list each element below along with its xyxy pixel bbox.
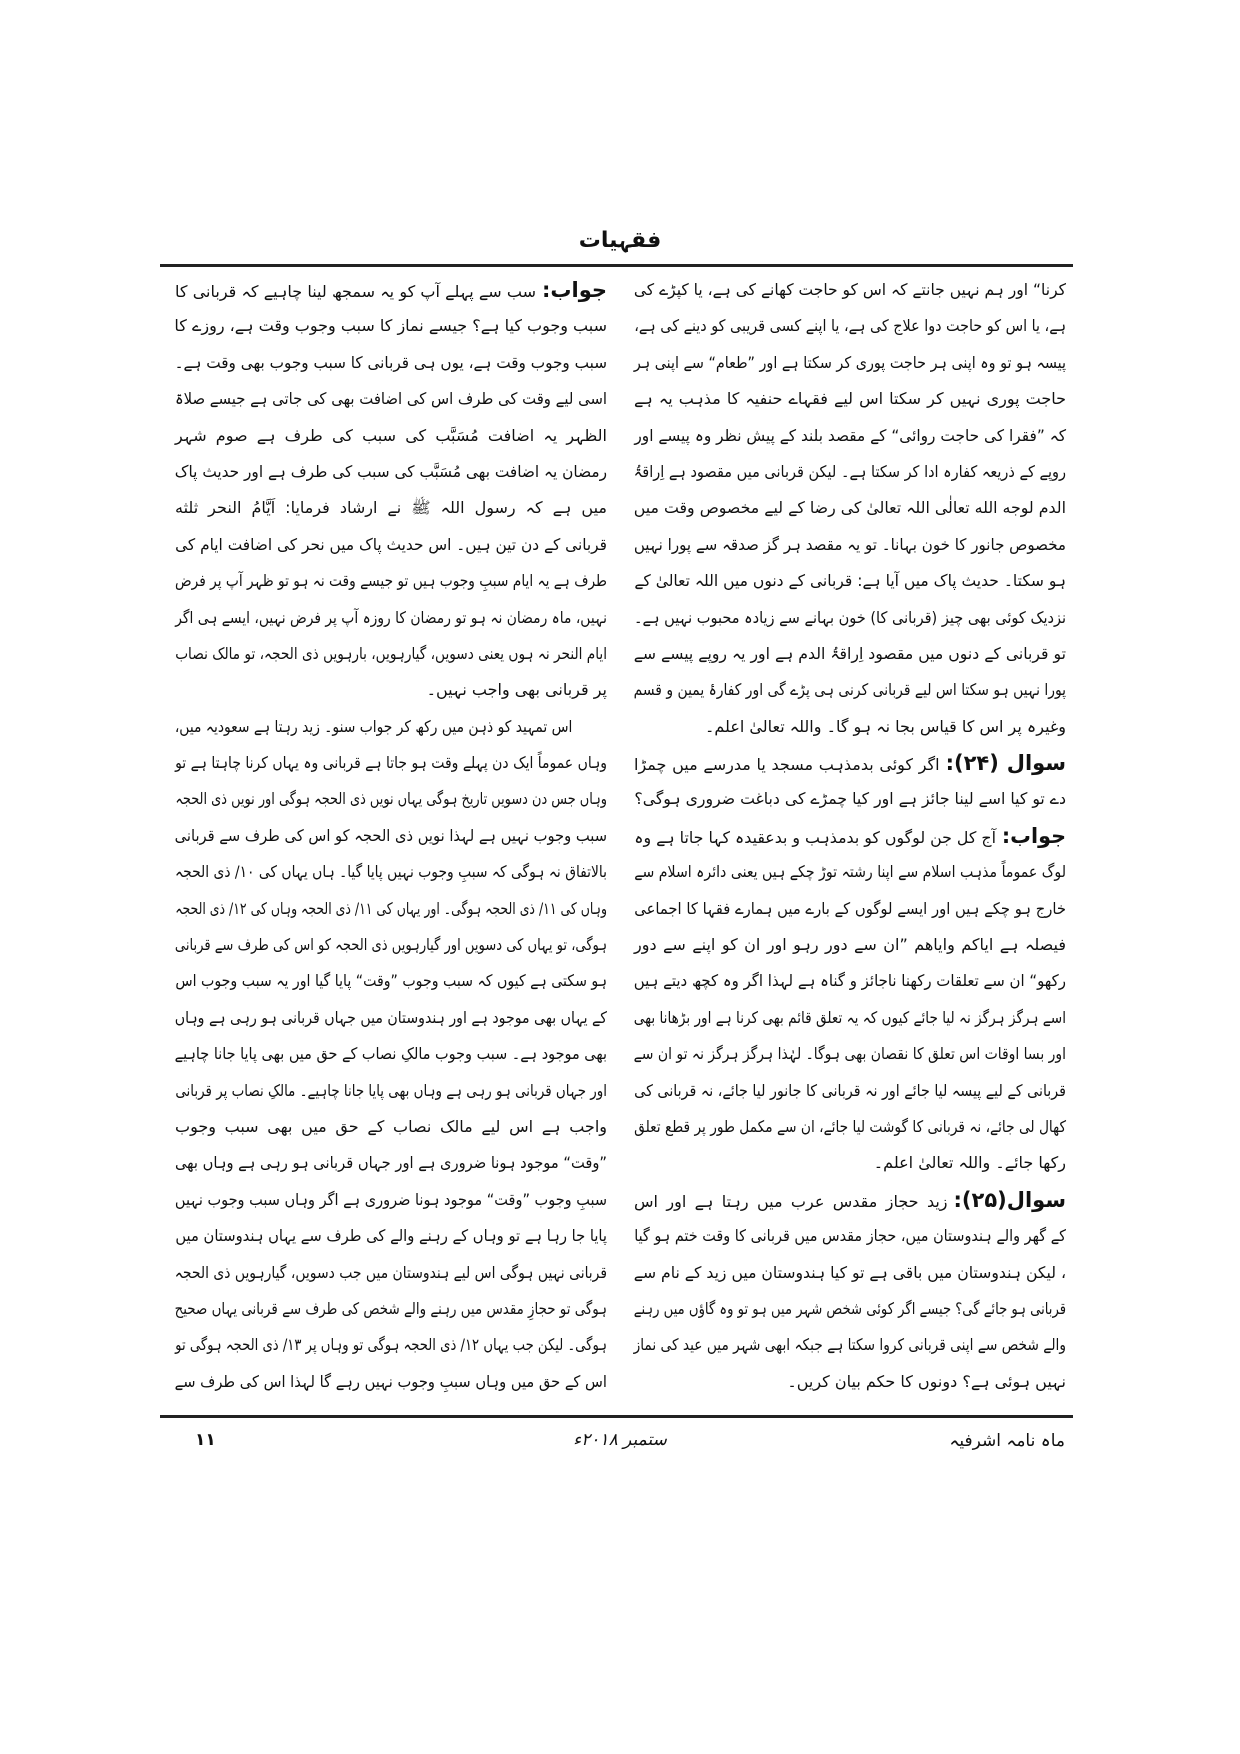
line-text: رمضان یہ اضافت بھی مُسَبَّب کی سبب کی طرف ہے اور حدیث پاک bbox=[174, 461, 607, 481]
line-text: اگر کوئی بدمذہب مسجد یا مدرسے میں چمڑا bbox=[634, 755, 940, 775]
text-line bbox=[175, 1327, 607, 1363]
text-line bbox=[175, 418, 607, 454]
line-text: طرف ہے یہ ایام سببِ وجوب ہیں تو جیسے وقت نہ ہو تو ظہر آپ پر فرض bbox=[175, 571, 607, 591]
text-line bbox=[633, 1291, 1066, 1327]
text-line bbox=[174, 381, 607, 417]
line-text: ہوگی، تو یہاں کی دسویں اور گیارہویں ذی الحجہ کو اس کی طرف سے قربانی bbox=[174, 935, 607, 955]
line-text: پایا جا رہا ہے تو وہاں کے رہنے والے کی طرف سے یہاں ہندوستان میں bbox=[175, 1226, 607, 1246]
bold-heading: سوال(۲۵): bbox=[953, 1187, 1066, 1212]
text-line bbox=[174, 1145, 607, 1181]
text-line bbox=[633, 454, 1066, 490]
line-text: کہ ”فقرا کی حاجت روائی“ کے مقصد بلند کے پیش نظر وہ پیسے اور bbox=[634, 425, 1066, 445]
line-text: بالاتفاق نہ ہوگی کہ سببِ وجوب نہیں پایا گیا۔ ہاں یہاں کی ۱۰/ ذی الحجہ bbox=[175, 862, 607, 882]
line-text: سببِ وجوب ”وقت“ موجود ہونا ضروری ہے اگر وہاں سبب وجوب نہیں bbox=[174, 1189, 607, 1209]
text-line bbox=[175, 854, 607, 890]
line-text: وغیرہ پر اس کا قیاس بجا نہ ہو گا۔ واللہ تعالیٰ اعلم۔ bbox=[705, 716, 1066, 736]
line-text: اور بسا اوقات اس تعلق کا نقصان بھی ہوگا۔ لہٰذا ہرگز ہرگز نہ تو ان سے bbox=[633, 1044, 1066, 1064]
line-text: سبب وجوب وقت ہے، یوں ہی قربانی کا سبب وجوب بھی وقت ہے۔ bbox=[174, 352, 608, 372]
text-line bbox=[634, 854, 1066, 890]
issue-date: ستمبر ۲۰۱۸ء bbox=[573, 1430, 667, 1450]
line-text: پیسہ ہو تو وہ اپنی ہر حاجت پوری کر سکتا ہے اور ”طعام“ سے اپنی ہر bbox=[633, 352, 1066, 372]
line-text: الظہر یہ اضافت مُسَبَّب کی سبب کی طرف ہے صوم شہر bbox=[175, 425, 607, 445]
header-rule bbox=[160, 264, 1073, 267]
text-line bbox=[175, 490, 607, 526]
line-text: والے شخص سے اپنی قربانی کروا سکتا ہے جبکہ ابھی شہر میں عید کی نماز bbox=[633, 1335, 1066, 1355]
line-text: کے یہاں بھی موجود ہے اور ہندوستان میں جہاں قربانی ہو رہی ہے وہاں bbox=[174, 1007, 607, 1027]
magazine-name: ماہ نامہ اشرفیہ bbox=[949, 1431, 1065, 1451]
text-line bbox=[633, 1255, 1066, 1291]
text-line bbox=[175, 781, 607, 817]
line-text: قربانی کے دن تین ہیں۔ اس حدیث پاک میں نحر کی اضافت ایام کی bbox=[175, 534, 607, 554]
text-line bbox=[174, 927, 607, 963]
text-line bbox=[174, 1182, 607, 1218]
line-text: پورا نہیں ہو سکتا اس لیے قربانی کرنی ہی پڑے گی اور کفارۂ یمین و قسم bbox=[633, 680, 1066, 700]
question-answer-heading-line bbox=[634, 1182, 1066, 1218]
text-line bbox=[633, 636, 1066, 672]
text-line bbox=[634, 381, 1066, 417]
line-text: ہے، یا اس کو حاجت دوا علاج کی ہے، یا اپنے کسی قریبی کو دینے کی ہے، bbox=[634, 316, 1066, 336]
text-line bbox=[175, 600, 607, 636]
section-title: فقہیات bbox=[578, 228, 662, 253]
text-line bbox=[633, 672, 1066, 708]
text-line bbox=[175, 1073, 607, 1109]
text-line bbox=[633, 1327, 1066, 1363]
line-text: کرنا“ اور ہم نہیں جانتے کہ اس کو حاجت کھانے کی ہے، یا کپڑے کی bbox=[633, 280, 1066, 299]
text-line bbox=[633, 527, 1066, 563]
text-line bbox=[175, 563, 607, 599]
text-line bbox=[174, 1255, 607, 1291]
bold-heading: سوال (۲۴): bbox=[945, 751, 1066, 776]
text-line bbox=[634, 1145, 1066, 1181]
line-text: اس تمہید کو ذہن میں رکھ کر جواب سنو۔ زید رہتا ہے سعودیہ میں، bbox=[174, 716, 573, 736]
line-text: نزدیک کوئی بھی چیز (قربانی کا) خون بہانے سے زیادہ محبوب نہیں ہے۔ bbox=[634, 607, 1066, 627]
question-answer-heading-line bbox=[175, 272, 607, 308]
text-line bbox=[174, 1036, 607, 1072]
text-line bbox=[174, 818, 607, 854]
line-text: الدم لوجه الله تعالٰی اللہ تعالیٰ کی رضا کے لیے مخصوص وقت میں bbox=[633, 498, 1066, 518]
line-text: اسی لیے وقت کی طرف اس کی اضافت بھی کی جاتی ہے جیسے صلاۃ bbox=[174, 389, 607, 409]
text-line bbox=[634, 781, 1066, 817]
text-line bbox=[633, 963, 1066, 999]
line-text: کھال لی جائے، نہ قربانی کا گوشت لیا جائے، ان سے مکمل طور پر قطع تعلق bbox=[634, 1116, 1066, 1136]
line-text: نہیں ہوئی ہے؟ دونوں کا حکم بیان کریں۔ bbox=[787, 1371, 1066, 1391]
line-text: وہاں عموماً ایک دن پہلے وقت ہو جاتا ہے قربانی وہ یہاں کرنا چاہتا ہے تو bbox=[175, 753, 607, 773]
line-text: ایام النحر نہ ہوں یعنی دسویں، گیارہویں، بارہویں ذی الحجہ، تو مالک نصاب bbox=[175, 643, 608, 663]
text-line bbox=[174, 1000, 607, 1036]
line-text: خارج ہو چکے ہیں اور ایسے لوگوں کے بارے میں ہمارے فقہا کا اجماعی bbox=[634, 898, 1066, 918]
bold-heading: جواب: bbox=[1001, 823, 1066, 848]
line-text: حاجت پوری نہیں کر سکتا اس لیے فقہاے حنفیہ کا مذہب یہ ہے bbox=[634, 389, 1066, 409]
text-line bbox=[175, 1109, 607, 1145]
line-text: نہیں، ماہ رمضان نہ ہو تو رمضان کا روزہ آپ پر فرض نہیں، ایسے ہی اگر bbox=[175, 607, 607, 627]
text-line bbox=[174, 454, 607, 490]
line-text: سبب وجوب نہیں ہے لہذا نویں ذی الحجہ کو اس کی طرف سے قربانی bbox=[174, 825, 607, 845]
line-text: مخصوص جانور کا خون بہانا۔ تو یہ مقصد ہر گز صدقہ سے پورا نہیں bbox=[633, 534, 1066, 554]
text-line bbox=[633, 345, 1066, 381]
line-text: روپے کے ذریعہ کفارہ ادا کر سکتا ہے۔ لیکن قربانی میں مقصود ہے اِراقۃُ bbox=[633, 461, 1066, 481]
line-text: زید حجاز مقدس عرب میں رہتا ہے اور اس bbox=[634, 1191, 948, 1211]
line-text: وہاں جس دن دسویں تاریخ ہوگی یہاں نویں ذی الحجہ ہوگی اور نویں ذی الحجہ bbox=[175, 789, 607, 809]
line-text: فیصلہ ہے ایاکم وایاهم ”ان سے دور رہو اور ان کو اپنے سے دور bbox=[634, 935, 1066, 955]
line-text: کے گھر والے ہندوستان میں، حجاز مقدس میں قربانی کا وقت ختم ہو گیا bbox=[634, 1226, 1066, 1246]
line-text: واجب ہے اس لیے مالک نصاب کے حق میں بھی سبب وجوب bbox=[175, 1116, 607, 1136]
line-text: رکھا جائے۔ واللہ تعالیٰ اعلم۔ bbox=[873, 1153, 1066, 1173]
question-answer-heading-line bbox=[634, 745, 1066, 781]
text-line bbox=[175, 963, 607, 999]
text-line bbox=[634, 1364, 1066, 1400]
text-line bbox=[633, 1036, 1066, 1072]
line-text: قربانی نہیں ہوگی اس لیے ہندوستان میں جب دسویں، گیارہویں ذی الحجہ bbox=[174, 1262, 607, 1282]
line-text: لوگ عموماً مذہب اسلام سے اپنا رشتہ توڑ چکے ہیں یعنی دائرہ اسلام سے bbox=[634, 862, 1066, 882]
text-line bbox=[633, 490, 1066, 526]
text-line bbox=[174, 1291, 607, 1327]
right-column bbox=[634, 272, 1066, 1400]
text-line bbox=[175, 308, 607, 344]
line-text: اور جہاں قربانی ہو رہی ہے وہاں بھی پایا جانا چاہیے۔ مالکِ نصاب پر قربانی bbox=[175, 1080, 607, 1100]
line-text: قربانی کے لیے پیسہ لیا جائے اور نہ قربانی کا جانور لیا جائے، نہ قربانی کی bbox=[634, 1080, 1066, 1100]
line-text: ہو سکتی ہے کیوں کہ سبب وجوب ”وقت“ پایا گیا اور یہ سبب وجوب اس bbox=[175, 971, 607, 991]
text-line bbox=[633, 1000, 1066, 1036]
line-text: ہوگی تو حجازِ مقدس میں رہنے والے شخص کی طرف سے قربانی یہاں صحیح bbox=[174, 1298, 607, 1318]
text-line bbox=[634, 1073, 1066, 1109]
text-line bbox=[634, 563, 1066, 599]
line-text: رکھو“ ان سے تعلقات رکھنا ناجائز و گناہ ہے لہذا اگر وہ کچھ دیتے ہیں bbox=[633, 971, 1066, 991]
line-text: سب سے پہلے آپ کو یہ سمجھ لینا چاہیے کہ قربانی کا bbox=[175, 282, 536, 301]
text-line bbox=[634, 308, 1066, 344]
line-text: قربانی ہو جائے گی؟ جیسے اگر کوئی شخص شہر میں ہو تو وہ گاؤں میں رہنے bbox=[633, 1298, 1066, 1318]
text-line bbox=[634, 891, 1066, 927]
line-text: اس کے حق میں وہاں سببِ وجوب نہیں رہے گا لہذا اس کی طرف سے bbox=[174, 1371, 607, 1391]
page-number: ۱۱ bbox=[195, 1430, 216, 1450]
line-text: ”وقت“ موجود ہونا ضروری ہے اور جہاں قربانی ہو رہی ہے وہاں بھی bbox=[174, 1153, 607, 1173]
line-text: دے تو کیا اسے لینا جائز ہے اور کیا چمڑے کی دباغت ضروری ہوگی؟ bbox=[634, 789, 1066, 809]
line-text: آج کل جن لوگوں کو بدمذہب و بدعقیدہ کہا جاتا ہے وہ bbox=[634, 827, 996, 847]
text-line bbox=[634, 418, 1066, 454]
line-text: میں ہے کہ رسول اللہ ﷺ نے ارشاد فرمایا: اَیَّامُ النحر ثلثه bbox=[175, 498, 607, 518]
line-text: تو قربانی کے دنوں میں مقصود اِراقۃُ الدم ہے اور یہ روپے پیسے سے bbox=[633, 643, 1066, 663]
line-text: پر قربانی بھی واجب نہیں۔ bbox=[426, 680, 607, 700]
text-line bbox=[174, 709, 607, 745]
text-line bbox=[175, 672, 607, 708]
text-line bbox=[634, 600, 1066, 636]
footer-rule bbox=[160, 1415, 1073, 1418]
line-text: ہوگی۔ لیکن جب یہاں ۱۲/ ذی الحجہ ہوگی تو وہاں پر ۱۳/ ذی الحجہ ہوگی تو bbox=[175, 1335, 607, 1355]
text-line bbox=[634, 1218, 1066, 1254]
line-text: ہو سکتا۔ حدیث پاک میں آیا ہے: قربانی کے دنوں میں اللہ تعالیٰ کے bbox=[634, 571, 1066, 591]
line-text: اسے ہرگز ہرگز نہ لیا جائے کیوں کہ یہ تعلق قائم بھی کرنا ہے اور بڑھانا بھی bbox=[633, 1007, 1066, 1027]
text-line bbox=[175, 745, 607, 781]
text-line bbox=[175, 527, 607, 563]
line-text: سبب وجوب کیا ہے؟ جیسے نماز کا سبب وجوب وقت ہے، روزے کا bbox=[174, 316, 607, 336]
text-line bbox=[175, 1218, 607, 1254]
left-column bbox=[175, 272, 607, 1400]
text-line bbox=[175, 636, 608, 672]
text-line bbox=[633, 272, 1066, 308]
line-text: وہاں کی ۱۱/ ذی الحجہ ہوگی۔ اور یہاں کی ۱۱/ ذی الحجہ وہاں کی ۱۲/ ذی الحجہ bbox=[175, 898, 607, 918]
text-line bbox=[634, 927, 1066, 963]
text-line bbox=[174, 345, 608, 381]
text-line bbox=[634, 709, 1066, 745]
bold-heading: جواب: bbox=[542, 278, 607, 302]
text-line bbox=[634, 1109, 1066, 1145]
question-answer-heading-line bbox=[634, 818, 1066, 854]
line-text: بھی موجود ہے۔ سبب وجوب مالکِ نصاب کے حق میں بھی پایا جانا چاہیے bbox=[174, 1044, 607, 1064]
text-line bbox=[175, 891, 607, 927]
text-line bbox=[174, 1364, 607, 1400]
line-text: ، لیکن ہندوستان میں باقی ہے تو کیا ہندوستان میں زید کے نام سے bbox=[633, 1262, 1066, 1282]
